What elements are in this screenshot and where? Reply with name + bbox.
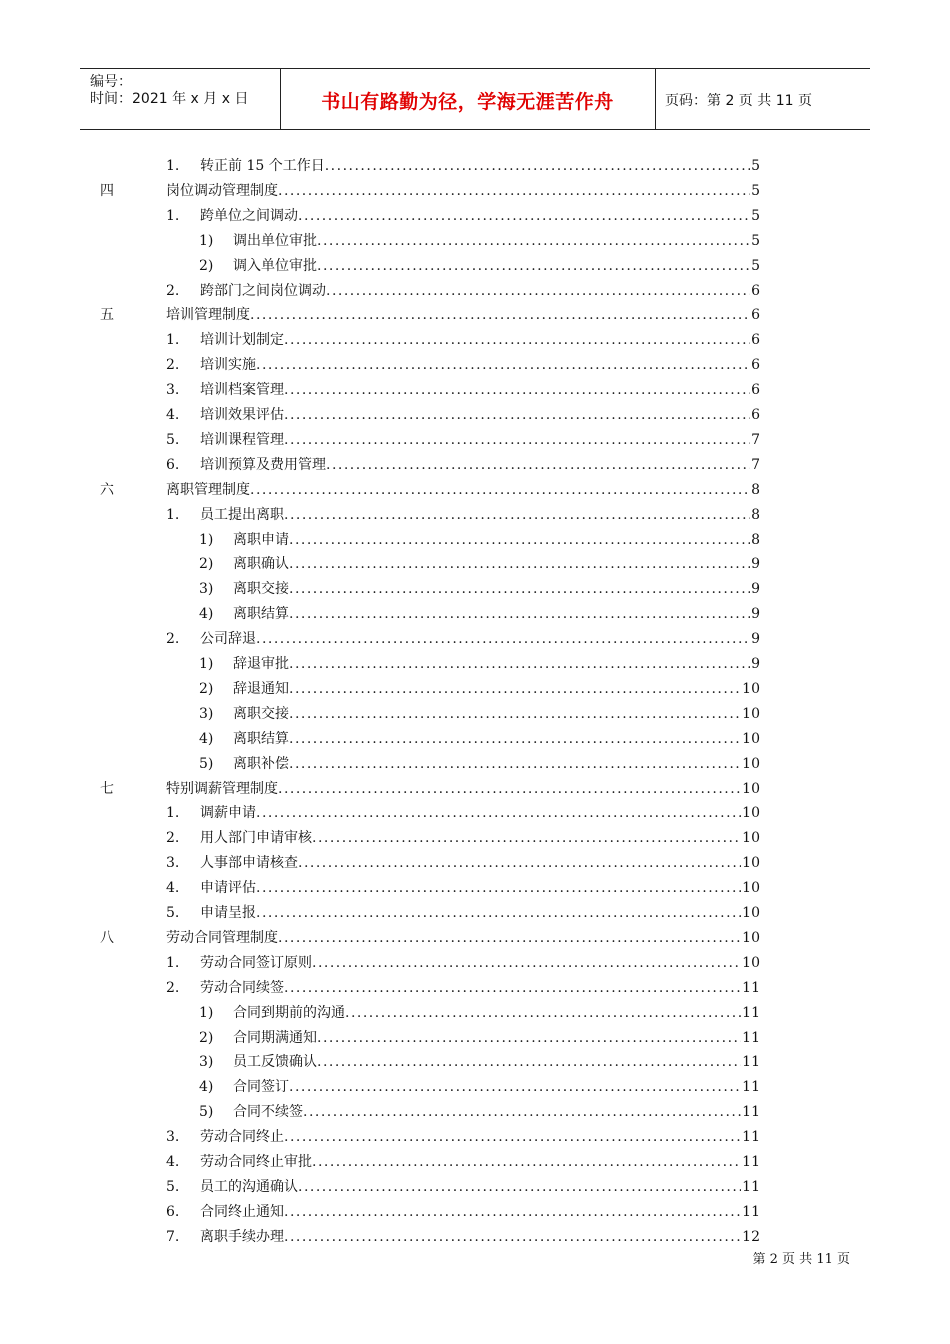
toc-dot-leader xyxy=(325,154,750,178)
toc-entry-title: 合同签订 xyxy=(233,1079,289,1096)
toc-entry-number: 2. xyxy=(166,282,180,299)
toc-entry-title: 离职管理制度 xyxy=(166,481,250,498)
toc-entry-title: 员工反馈确认 xyxy=(233,1054,317,1071)
toc-entry-line xyxy=(200,154,760,178)
toc-entry[interactable] xyxy=(0,976,950,1000)
toc-entry[interactable] xyxy=(0,677,950,701)
toc-entry-number: 3) xyxy=(199,705,214,722)
toc-entry-title: 离职结算 xyxy=(233,606,289,623)
toc-dot-leader xyxy=(284,1200,741,1224)
header-motto-cell xyxy=(280,69,656,129)
toc-entry-title: 转正前 15 个工作日 xyxy=(200,158,325,174)
toc-dot-leader xyxy=(256,901,741,925)
toc-entry[interactable] xyxy=(0,428,950,452)
toc-dot-leader xyxy=(317,254,750,278)
toc-entry[interactable] xyxy=(0,752,950,776)
toc-entry[interactable] xyxy=(0,951,950,975)
toc-entry[interactable] xyxy=(0,1225,950,1249)
toc-dot-leader xyxy=(317,1026,741,1050)
toc-entry-page-number: 11 xyxy=(742,1129,760,1146)
toc-entry-line xyxy=(233,1100,760,1124)
toc-dot-leader xyxy=(289,652,750,676)
toc-entry[interactable] xyxy=(0,702,950,726)
toc-entry-title: 辞退审批 xyxy=(233,656,289,672)
toc-entry-line xyxy=(200,453,760,477)
toc-entry-line xyxy=(200,1200,760,1224)
toc-entry[interactable] xyxy=(0,254,950,278)
toc-entry-page-number: 5 xyxy=(751,207,760,224)
toc-entry-page-number: 5 xyxy=(751,257,760,274)
toc-entry-number: 1. xyxy=(166,954,180,971)
toc-entry-number: 1. xyxy=(166,506,180,523)
toc-entry-line xyxy=(200,503,760,527)
toc-entry-number: 6. xyxy=(166,1203,180,1220)
toc-dot-leader xyxy=(289,702,741,726)
toc-entry-line xyxy=(200,1150,760,1174)
toc-entry-page-number: 11 xyxy=(742,1029,760,1046)
toc-entry[interactable] xyxy=(0,876,950,900)
toc-entry[interactable] xyxy=(0,727,950,751)
toc-dot-leader xyxy=(278,926,741,950)
toc-entry-title: 培训计划制定 xyxy=(200,332,284,349)
toc-entry-line xyxy=(233,727,760,751)
toc-entry-page-number: 10 xyxy=(742,705,760,722)
toc-entry-line xyxy=(200,1125,760,1149)
toc-entry[interactable] xyxy=(0,279,950,303)
toc-dot-leader xyxy=(298,204,750,228)
toc-entry[interactable] xyxy=(0,1026,950,1050)
toc-entry-page-number: 8 xyxy=(751,481,760,498)
toc-dot-leader xyxy=(289,552,750,576)
toc-entry[interactable] xyxy=(0,478,950,502)
toc-entry-title: 员工的沟通确认 xyxy=(200,1178,298,1195)
toc-dot-leader xyxy=(256,876,741,900)
toc-dot-leader xyxy=(326,453,750,477)
toc-entry-title: 劳动合同签订原则 xyxy=(200,954,312,971)
toc-entry-line xyxy=(166,777,760,801)
toc-entry-title: 岗位调动管理制度 xyxy=(166,182,278,199)
toc-entry-line xyxy=(233,1001,760,1025)
toc-entry-number: 1. xyxy=(166,207,180,224)
toc-entry-number: 5. xyxy=(166,431,180,448)
toc-entry-line xyxy=(166,303,760,327)
toc-entry-page-number: 5 xyxy=(751,158,760,174)
toc-entry-line xyxy=(233,229,760,253)
toc-entry-page-number: 9 xyxy=(751,606,760,623)
toc-entry-number: 四 xyxy=(100,182,114,199)
toc-entry[interactable] xyxy=(0,1075,950,1099)
toc-entry-title: 合同不续签 xyxy=(233,1104,303,1121)
toc-entry-line xyxy=(233,528,760,552)
toc-entry-page-number: 6 xyxy=(751,282,760,299)
toc-entry-number: 3) xyxy=(199,581,214,598)
toc-entry-number: 1) xyxy=(199,1004,214,1021)
toc-dot-leader xyxy=(289,602,750,626)
toc-entry-title: 离职结算 xyxy=(233,730,289,747)
toc-dot-leader xyxy=(312,1150,741,1174)
toc-entry-line xyxy=(166,179,760,203)
toc-dot-leader xyxy=(278,179,750,203)
toc-entry-title: 调入单位审批 xyxy=(233,257,317,274)
toc-entry-title: 辞退通知 xyxy=(233,680,289,697)
toc-entry-title: 公司辞退 xyxy=(200,631,256,648)
toc-entry-title: 劳动合同续签 xyxy=(200,979,284,996)
toc-entry-title: 人事部申请核查 xyxy=(200,855,298,872)
toc-entry-title: 申请评估 xyxy=(200,880,256,897)
toc-entry-line xyxy=(200,378,760,402)
toc-entry-line xyxy=(200,353,760,377)
toc-entry-number: 1. xyxy=(166,805,180,822)
toc-entry-line xyxy=(233,677,760,701)
toc-entry[interactable] xyxy=(0,154,950,178)
toc-entry-number: 六 xyxy=(100,481,114,498)
toc-dot-leader xyxy=(303,1100,741,1124)
toc-entry-line xyxy=(233,752,760,776)
toc-entry[interactable] xyxy=(0,1100,950,1124)
toc-entry[interactable] xyxy=(0,851,950,875)
toc-entry[interactable] xyxy=(0,1175,950,1199)
toc-entry[interactable] xyxy=(0,801,950,825)
toc-entry[interactable] xyxy=(0,552,950,576)
footer-page-number: 第 2 页 共 11 页 xyxy=(752,1252,850,1267)
toc-entry-line xyxy=(233,652,760,676)
toc-entry-title: 离职交接 xyxy=(233,581,289,598)
toc-entry-number: 五 xyxy=(100,307,114,324)
toc-entry-number: 1. xyxy=(166,158,180,174)
toc-dot-leader xyxy=(312,826,741,850)
toc-entry-number: 1. xyxy=(166,332,180,349)
toc-entry-page-number: 5 xyxy=(751,232,760,249)
toc-entry-line xyxy=(200,976,760,1000)
toc-dot-leader xyxy=(250,478,750,502)
toc-entry-title: 离职补偿 xyxy=(233,755,289,772)
toc-entry[interactable] xyxy=(0,328,950,352)
toc-entry-line xyxy=(233,602,760,626)
toc-entry-number: 1) xyxy=(199,531,214,548)
toc-entry-line xyxy=(200,279,760,303)
toc-entry-number: 2. xyxy=(166,357,180,374)
toc-entry-title: 培训课程管理 xyxy=(200,431,284,448)
toc-entry-number: 4. xyxy=(166,407,180,423)
toc-entry-line xyxy=(200,876,760,900)
toc-entry-number: 3. xyxy=(166,382,180,399)
toc-entry-title: 培训效果评估 xyxy=(200,407,284,423)
toc-entry-page-number: 8 xyxy=(751,531,760,548)
toc-entry-page-number: 11 xyxy=(742,1154,760,1170)
toc-entry-page-number: 9 xyxy=(751,656,760,672)
toc-entry-title: 合同期满通知 xyxy=(233,1029,317,1046)
toc-entry-number: 4. xyxy=(166,880,180,897)
toc-entry-page-number: 6 xyxy=(751,407,760,423)
toc-entry-page-number: 11 xyxy=(742,1079,760,1096)
document-code-label: 编号： xyxy=(90,74,132,90)
toc-entry-number: 1) xyxy=(199,232,214,249)
toc-entry[interactable] xyxy=(0,303,950,327)
toc-entry-number: 4. xyxy=(166,1154,180,1170)
toc-entry-page-number: 10 xyxy=(742,830,760,847)
header-page-info: 页码：第 2 页 共 11 页 xyxy=(665,93,812,109)
toc-entry-line xyxy=(200,1175,760,1199)
toc-entry[interactable] xyxy=(0,528,950,552)
toc-entry-page-number: 10 xyxy=(742,929,760,946)
toc-entry-page-number: 11 xyxy=(742,1004,760,1021)
toc-entry-line xyxy=(166,926,760,950)
toc-dot-leader xyxy=(284,328,750,352)
toc-dot-leader xyxy=(345,1001,741,1025)
toc-entry-number: 1) xyxy=(199,656,214,672)
toc-dot-leader xyxy=(289,577,750,601)
toc-entry-title: 培训档案管理 xyxy=(200,382,284,399)
toc-entry-page-number: 12 xyxy=(742,1228,760,1245)
toc-entry-line xyxy=(200,801,760,825)
toc-entry-page-number: 6 xyxy=(751,332,760,349)
toc-entry-line xyxy=(233,1050,760,1074)
toc-dot-leader xyxy=(284,503,750,527)
toc-entry-line xyxy=(233,577,760,601)
toc-entry-number: 2. xyxy=(166,631,180,648)
toc-entry[interactable] xyxy=(0,777,950,801)
toc-dot-leader xyxy=(298,851,741,875)
toc-entry-page-number: 10 xyxy=(742,905,760,921)
toc-entry-page-number: 10 xyxy=(742,855,760,872)
toc-entry-title: 申请呈报 xyxy=(200,905,256,921)
toc-entry-number: 2) xyxy=(199,257,214,274)
toc-entry-number: 7. xyxy=(166,1228,180,1245)
toc-entry[interactable] xyxy=(0,503,950,527)
toc-entry-title: 调出单位审批 xyxy=(233,232,317,249)
toc-entry-line xyxy=(233,254,760,278)
toc-entry-line xyxy=(200,627,760,651)
toc-dot-leader xyxy=(250,303,750,327)
toc-entry-title: 培训管理制度 xyxy=(166,307,250,324)
toc-entry-title: 培训实施 xyxy=(200,357,256,374)
toc-entry-title: 调薪申请 xyxy=(200,805,256,822)
toc-entry-page-number: 9 xyxy=(751,556,760,573)
toc-entry[interactable] xyxy=(0,204,950,228)
toc-entry-page-number: 10 xyxy=(742,680,760,697)
header-left-cell xyxy=(80,69,281,129)
toc-entry-title: 离职确认 xyxy=(233,556,289,573)
toc-entry-title: 劳动合同管理制度 xyxy=(166,929,278,946)
toc-entry[interactable] xyxy=(0,1150,950,1174)
toc-entry-number: 2) xyxy=(199,1029,214,1046)
toc-entry-number: 2) xyxy=(199,556,214,573)
page-header xyxy=(80,68,870,130)
toc-dot-leader xyxy=(256,353,750,377)
toc-entry-title: 培训预算及费用管理 xyxy=(200,456,326,473)
toc-entry-title: 离职交接 xyxy=(233,705,289,722)
toc-entry-page-number: 10 xyxy=(742,880,760,897)
toc-entry-number: 6. xyxy=(166,456,180,473)
toc-entry[interactable] xyxy=(0,1200,950,1224)
toc-dot-leader xyxy=(284,1125,741,1149)
toc-entry-page-number: 9 xyxy=(751,631,760,648)
toc-entry-title: 合同到期前的沟通 xyxy=(233,1004,345,1021)
toc-entry-line xyxy=(200,951,760,975)
toc-entry-number: 2. xyxy=(166,830,180,847)
toc-entry[interactable] xyxy=(0,229,950,253)
toc-entry-line xyxy=(233,552,760,576)
toc-entry-page-number: 11 xyxy=(742,1203,760,1220)
toc-entry[interactable] xyxy=(0,652,950,676)
toc-entry-number: 八 xyxy=(100,929,114,946)
toc-entry-page-number: 6 xyxy=(751,307,760,324)
document-time-label: 时间：2021 年 x 月 x 日 xyxy=(90,91,249,107)
toc-dot-leader xyxy=(284,976,741,1000)
toc-entry-page-number: 11 xyxy=(742,1054,760,1071)
toc-entry-page-number: 7 xyxy=(751,431,760,448)
toc-entry-number: 2) xyxy=(199,680,214,697)
toc-entry[interactable] xyxy=(0,453,950,477)
header-motto: 书山有路勤为径，学海无涯苦作舟 xyxy=(321,91,614,113)
toc-entry[interactable] xyxy=(0,353,950,377)
toc-entry-page-number: 10 xyxy=(742,730,760,747)
toc-entry[interactable] xyxy=(0,403,950,427)
toc-entry[interactable] xyxy=(0,926,950,950)
toc-entry-page-number: 11 xyxy=(742,1178,760,1195)
toc-entry-page-number: 5 xyxy=(751,182,760,199)
toc-entry-title: 劳动合同终止审批 xyxy=(200,1154,312,1170)
toc-entry[interactable] xyxy=(0,378,950,402)
toc-entry-page-number: 10 xyxy=(742,755,760,772)
toc-entry-line xyxy=(200,826,760,850)
toc-entry-line xyxy=(200,403,760,427)
toc-dot-leader xyxy=(289,1075,741,1099)
toc-entry-page-number: 6 xyxy=(751,357,760,374)
toc-entry-page-number: 10 xyxy=(742,805,760,822)
toc-dot-leader xyxy=(317,1050,741,1074)
toc-entry[interactable] xyxy=(0,577,950,601)
toc-entry-page-number: 10 xyxy=(742,954,760,971)
toc-entry-number: 2. xyxy=(166,979,180,996)
toc-dot-leader xyxy=(278,777,741,801)
toc-entry-line xyxy=(200,901,760,925)
toc-entry-number: 5) xyxy=(199,755,214,772)
toc-entry-title: 合同终止通知 xyxy=(200,1203,284,1220)
toc-entry-page-number: 11 xyxy=(742,979,760,996)
toc-entry[interactable] xyxy=(0,602,950,626)
toc-entry-title: 用人部门申请审核 xyxy=(200,830,312,847)
toc-entry-number: 4) xyxy=(199,730,214,747)
toc-entry[interactable] xyxy=(0,1001,950,1025)
toc-entry[interactable] xyxy=(0,1050,950,1074)
toc-entry-line xyxy=(200,328,760,352)
toc-entry-line xyxy=(200,428,760,452)
toc-dot-leader xyxy=(284,378,750,402)
toc-entry-number: 5. xyxy=(166,1178,180,1195)
toc-entry[interactable] xyxy=(0,179,950,203)
toc-entry-title: 跨单位之间调动 xyxy=(200,207,298,224)
toc-dot-leader xyxy=(289,677,741,701)
toc-entry[interactable] xyxy=(0,901,950,925)
toc-entry-number: 4) xyxy=(199,1079,214,1096)
toc-entry-number: 3. xyxy=(166,1129,180,1146)
toc-entry-number: 5) xyxy=(199,1104,214,1121)
toc-entry-title: 员工提出离职 xyxy=(200,506,284,523)
toc-entry-page-number: 11 xyxy=(742,1104,760,1121)
toc-entry-page-number: 9 xyxy=(751,581,760,598)
toc-dot-leader xyxy=(289,528,750,552)
toc-entry-number: 5. xyxy=(166,905,180,921)
toc-entry-line xyxy=(200,851,760,875)
toc-dot-leader xyxy=(312,951,741,975)
toc-dot-leader xyxy=(284,428,750,452)
toc-entry-title: 劳动合同终止 xyxy=(200,1129,284,1146)
toc-entry[interactable] xyxy=(0,1125,950,1149)
toc-entry-line xyxy=(200,1225,760,1249)
toc-dot-leader xyxy=(256,801,741,825)
header-page-cell xyxy=(655,69,870,129)
toc-entry-line xyxy=(200,204,760,228)
toc-entry-page-number: 7 xyxy=(751,456,760,473)
toc-dot-leader xyxy=(284,403,750,427)
toc-entry-page-number: 6 xyxy=(751,382,760,399)
toc-entry[interactable] xyxy=(0,826,950,850)
toc-entry-page-number: 10 xyxy=(742,780,760,797)
toc-entry-title: 离职手续办理 xyxy=(200,1228,284,1245)
toc-entry-number: 七 xyxy=(100,780,114,797)
toc-entry-line xyxy=(233,702,760,726)
toc-entry-number: 3. xyxy=(166,855,180,872)
toc-dot-leader xyxy=(289,727,741,751)
toc-entry[interactable] xyxy=(0,627,950,651)
toc-entry-line xyxy=(233,1075,760,1099)
toc-entry-line xyxy=(233,1026,760,1050)
toc-dot-leader xyxy=(317,229,750,253)
toc-entry-title: 跨部门之间岗位调动 xyxy=(200,282,326,299)
toc-dot-leader xyxy=(326,279,750,303)
toc-entry-line xyxy=(166,478,760,502)
toc-entry-title: 离职申请 xyxy=(233,531,289,548)
toc-entry-page-number: 8 xyxy=(751,506,760,523)
toc-dot-leader xyxy=(256,627,750,651)
toc-entry-number: 3) xyxy=(199,1054,214,1071)
toc-entry-number: 4) xyxy=(199,606,214,623)
toc-entry-title: 特别调薪管理制度 xyxy=(166,780,278,797)
toc-dot-leader xyxy=(298,1175,741,1199)
toc-dot-leader xyxy=(284,1225,741,1249)
toc-dot-leader xyxy=(289,752,741,776)
